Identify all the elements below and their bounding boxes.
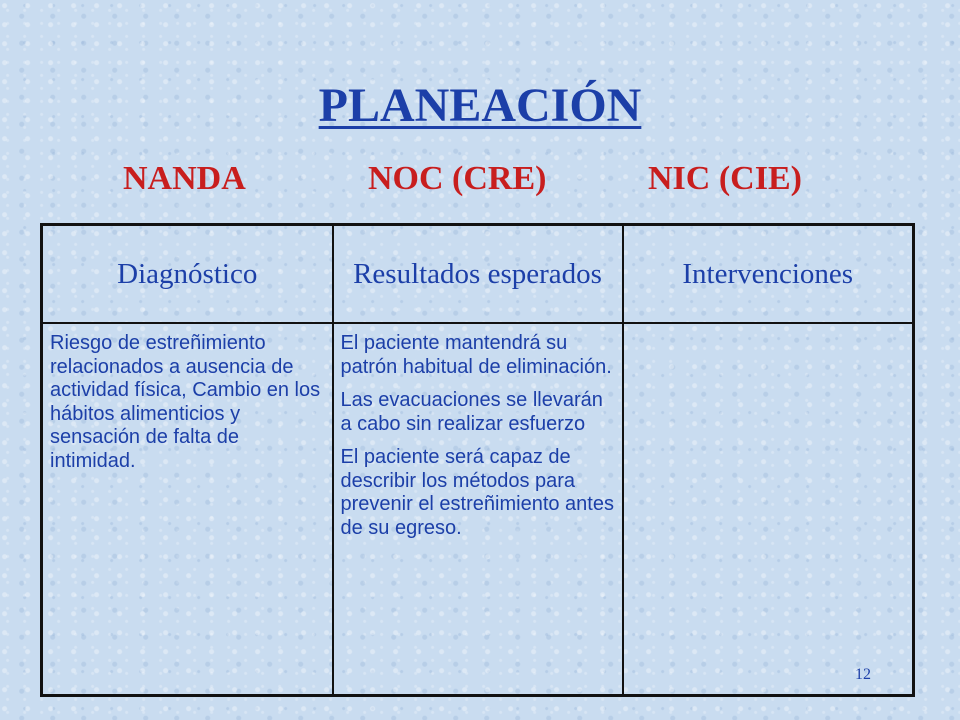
header-interventions: Intervenciones bbox=[623, 225, 914, 324]
taxonomy-noc: NOC (CRE) bbox=[368, 160, 547, 197]
header-expected-results: Resultados esperados bbox=[333, 225, 623, 324]
page-title: PLANEACIÓN bbox=[318, 79, 642, 132]
table-header-row bbox=[42, 225, 914, 324]
care-plan-table bbox=[40, 223, 915, 697]
diagnosis-cell: Riesgo de estreñimiento relacionados a ausencia de actividad física, Cambio en los hábitos alimenticios y sensación de falta de intimidad. bbox=[42, 323, 333, 696]
result-item: El paciente será capaz de describir los métodos para prevenir el estreñimiento antes de su egreso. bbox=[340, 446, 614, 539]
taxonomy-nanda: NANDA bbox=[123, 160, 246, 197]
header-diagnosis: Diagnóstico bbox=[42, 225, 333, 324]
table-row bbox=[42, 323, 914, 696]
result-item: El paciente mantendrá su patrón habitual de eliminación. bbox=[340, 332, 612, 378]
page-number: 12 bbox=[855, 666, 871, 683]
result-item: Las evacuaciones se llevarán a cabo sin realizar esfuerzo bbox=[340, 389, 603, 435]
taxonomy-nic: NIC (CIE) bbox=[648, 160, 802, 197]
interventions-cell bbox=[623, 323, 914, 696]
results-cell bbox=[333, 323, 623, 696]
